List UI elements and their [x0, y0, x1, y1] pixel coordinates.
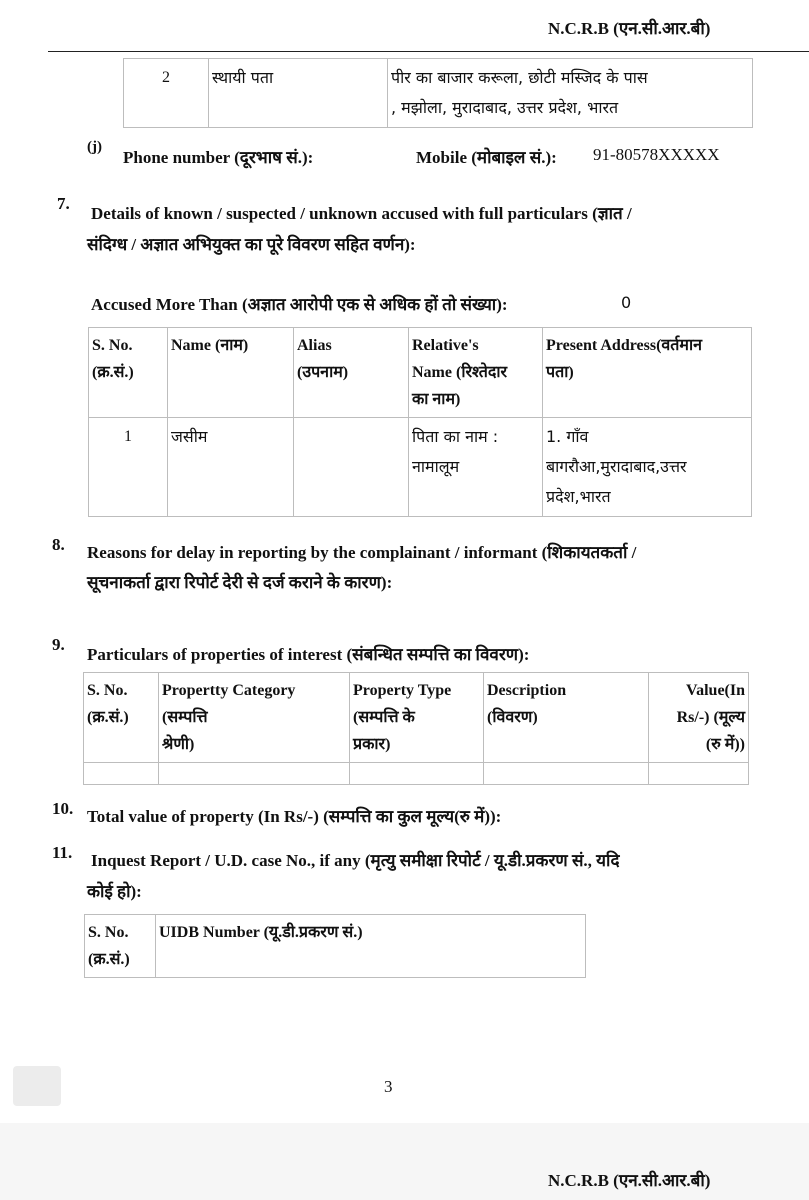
col-present-address [543, 328, 752, 418]
property-cell [484, 763, 649, 785]
col-sno [84, 673, 159, 763]
address-row-num: 2 [124, 59, 209, 128]
section-7-title-line-2: संदिग्ध / अज्ञात अभियुक्त का पूरे विवरण सहित वर्णन): [87, 235, 416, 254]
col-sno [89, 328, 168, 418]
col-category [159, 673, 350, 763]
col-value-2: Rs/-) (मूल्य [676, 709, 745, 726]
accused-address-3: प्रदेश,भारत [546, 487, 611, 506]
table-row [84, 763, 749, 785]
address-table [123, 58, 753, 128]
accused-name: जसीम [168, 418, 294, 517]
col-relative-3: का नाम) [412, 391, 461, 408]
section-10-title: Total value of property (In Rs/-) (सम्पत्ति का कुल मूल्य(रु में)): [87, 807, 502, 826]
col-name [168, 328, 294, 418]
phone-label: Phone number (दूरभाष सं.): [123, 148, 314, 167]
col-sno-en: S. No. [92, 337, 133, 354]
accused-more-value: 0 [621, 293, 632, 312]
property-cell [84, 763, 159, 785]
address-line-2: , मझोला, मुरादाबाद, उत्तर प्रदेश, भारत [391, 98, 619, 117]
col-description [484, 673, 649, 763]
table-header-row [89, 328, 752, 418]
col-uidb-text: UIDB Number (यू.डी.प्रकरण सं.) [159, 924, 363, 941]
col-value-1: Value(In [686, 682, 745, 699]
section-8-number: 8. [52, 535, 65, 554]
col-value [649, 673, 749, 763]
table-header-row [85, 915, 586, 978]
col-type-2: (सम्पत्ति के [353, 709, 415, 726]
address-type: स्थायी पता [209, 59, 388, 128]
col-sno-en: S. No. [88, 924, 129, 941]
col-alias [294, 328, 409, 418]
inquest-table [84, 914, 586, 978]
col-type-1: Property Type [353, 682, 452, 699]
accused-alias [294, 418, 409, 517]
section-9-title: Particulars of properties of interest (संबन्धित सम्पत्ति का विवरण): [87, 645, 530, 664]
table-header-row [84, 673, 749, 763]
col-type-3: प्रकार) [353, 736, 391, 753]
address-value [388, 59, 753, 128]
col-sno-en: S. No. [87, 682, 128, 699]
col-description-2: (विवरण) [487, 709, 538, 726]
accused-more-label: Accused More Than (अज्ञात आरोपी एक से अधिक हों तो संख्या): [91, 295, 508, 314]
col-type [350, 673, 484, 763]
col-category-1: Propertty Category [162, 682, 296, 699]
col-value-3: (रु में)) [705, 736, 745, 753]
section-7-number: 7. [57, 194, 70, 213]
col-relative-2: Name (रिश्तेदार [412, 364, 508, 381]
header-divider [48, 51, 809, 52]
scroll-to-top-button[interactable] [13, 1066, 61, 1106]
section-11-title-line-2: कोई हो): [87, 882, 142, 901]
section-10-number: 10. [52, 799, 74, 818]
section-7-title-line-1: Details of known / suspected / unknown accused with full particulars (ज्ञात / [91, 204, 632, 223]
property-cell [159, 763, 350, 785]
header-ncrb: N.C.R.B (एन.सी.आर.बी) [548, 19, 711, 38]
section-8-title-line-1: Reasons for delay in reporting by the complainant / informant (शिकायतकर्ता / [87, 543, 637, 562]
col-sno-hi: (क्र.सं.) [88, 951, 130, 968]
section-9-number: 9. [52, 635, 65, 654]
col-alias-hi: (उपनाम) [297, 364, 349, 381]
section-11-title-line-1: Inquest Report / U.D. case No., if any (मृत्यु समीक्षा रिपोर्ट / यू.डी.प्रकरण सं., यदि [91, 851, 620, 870]
table-row [124, 59, 753, 128]
accused-address-2: बागरौआ,मुरादाबाद,उत्तर [546, 457, 687, 476]
accused-address-1: 1. गाँव [546, 427, 589, 446]
col-name-text: Name (नाम) [171, 337, 249, 354]
accused-sno: 1 [89, 418, 168, 517]
col-category-2: (सम्पत्ति [162, 709, 208, 726]
section-8-title-line-2: सूचनाकर्ता द्वारा रिपोर्ट देरी से दर्ज कराने के कारण): [87, 573, 393, 592]
property-table [83, 672, 749, 785]
col-address-2: पता) [546, 364, 574, 381]
item-j-label: (j) [87, 139, 102, 155]
accused-relative-1: पिता का नाम : [412, 427, 499, 446]
col-alias-en: Alias [297, 337, 332, 354]
address-line-1: पीर का बाजार करूला, छोटी मस्जिद के पास [391, 68, 648, 87]
col-uidb [156, 915, 586, 978]
section-11-number: 11. [52, 843, 73, 862]
col-address-1: Present Address(वर्तमान [546, 337, 703, 354]
mobile-value: 91-80578XXXXX [593, 145, 720, 164]
col-relative [409, 328, 543, 418]
footer-ncrb: N.C.R.B (एन.सी.आर.बी) [548, 1171, 711, 1190]
accused-address [543, 418, 752, 517]
accused-relative-2: नामालूम [412, 457, 460, 476]
col-description-1: Description [487, 682, 567, 699]
col-relative-1: Relative's [412, 337, 479, 354]
accused-table [88, 327, 752, 517]
property-cell [649, 763, 749, 785]
col-sno-hi: (क्र.सं.) [92, 364, 134, 381]
property-cell [350, 763, 484, 785]
table-row [89, 418, 752, 517]
page-number: 3 [384, 1077, 393, 1096]
col-category-3: श्रेणी) [162, 736, 195, 753]
col-sno-hi: (क्र.सं.) [87, 709, 129, 726]
mobile-label: Mobile (मोबाइल सं.): [416, 148, 557, 167]
col-sno [85, 915, 156, 978]
accused-relative [409, 418, 543, 517]
